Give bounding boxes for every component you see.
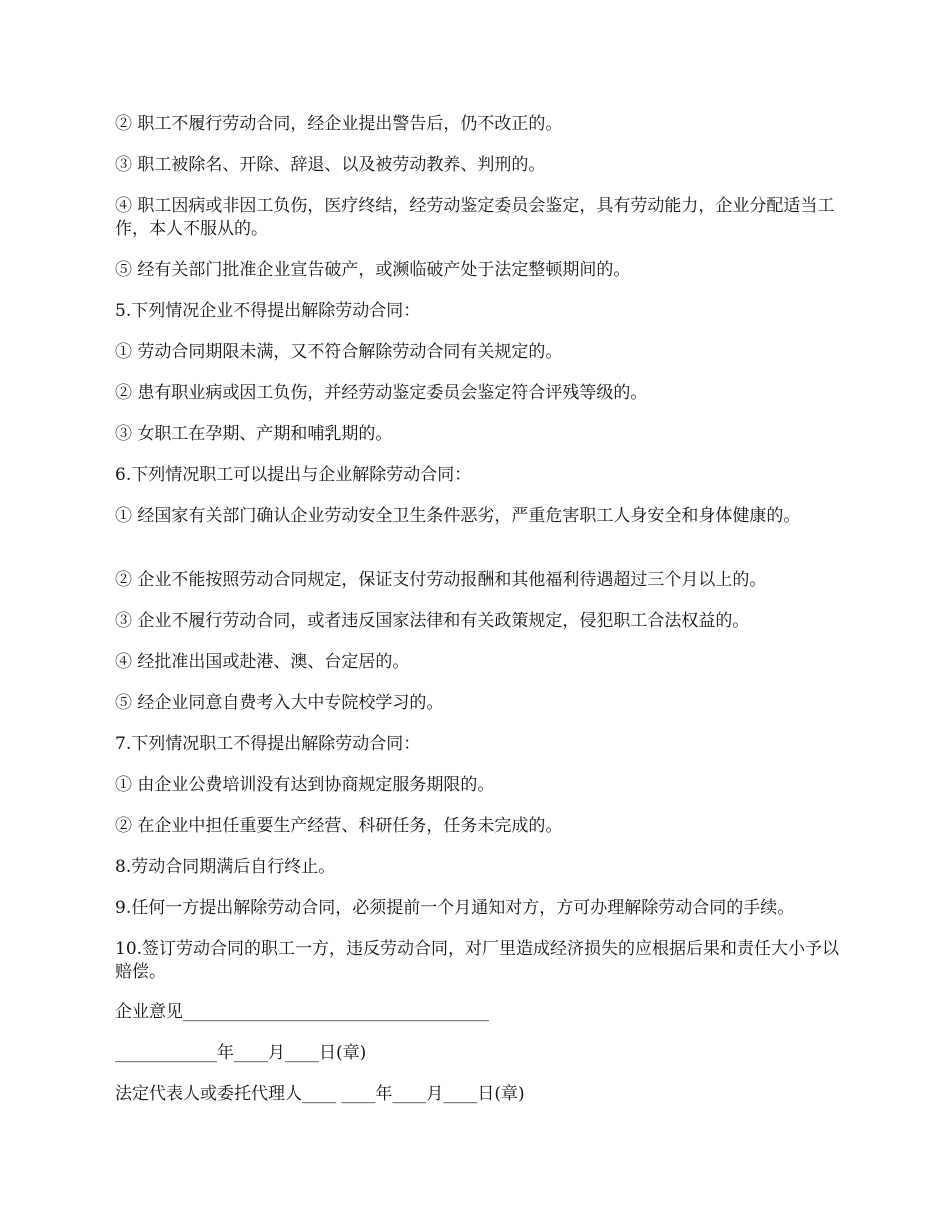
clause-paragraph: ② 在企业中担任重要生产经营、科研任务，任务未完成的。 <box>115 816 563 836</box>
section-heading: 5.下列情况企业不得提出解除劳动合同： <box>115 301 421 321</box>
clause-paragraph: ④ 职工因病或非因工负伤，医疗终结，经劳动鉴定委员会鉴定，具有劳动能力，企业分配适当工作，本人不服从的。 <box>115 196 835 239</box>
clause-paragraph: ④ 经批准出国或赴港、澳、台定居的。 <box>115 652 410 672</box>
clause-paragraph: ① 由企业公费培训没有达到协商规定服务期限的。 <box>115 775 495 795</box>
section-heading: 8.劳动合同期满后自行终止。 <box>115 857 336 877</box>
date-stamp-line: ____________年____月____日(章) <box>115 1043 367 1063</box>
clause-paragraph: ⑤ 经企业同意自费考入大中专院校学习的。 <box>115 693 444 713</box>
section-heading: 10.签订劳动合同的职工一方，违反劳动合同，对厂里造成经济损失的应根据后果和责任大小予以赔偿。 <box>115 939 840 982</box>
clause-paragraph: ② 职工不履行劳动合同，经企业提出警告后，仍不改正的。 <box>115 114 563 134</box>
clause-paragraph: ① 经国家有关部门确认企业劳动安全卫生条件恶劣，严重危害职工人身安全和身体健康的。 <box>115 506 801 526</box>
clause-paragraph: ③ 企业不履行劳动合同，或者违反国家法律和有关政策规定，侵犯职工合法权益的。 <box>115 611 750 631</box>
clause-paragraph: ⑤ 经有关部门批准企业宣告破产，或濒临破产处于法定整顿期间的。 <box>115 260 631 280</box>
legal-representative-line: 法定代表人或委托代理人____ ____年____月____日(章) <box>115 1084 525 1104</box>
section-heading: 9.任何一方提出解除劳动合同，必须提前一个月通知对方，方可办理解除劳动合同的手续。 <box>115 898 795 918</box>
enterprise-opinion-line: 企业意见____________________________________ <box>115 1002 489 1022</box>
clause-paragraph: ② 患有职业病或因工负伤，并经劳动鉴定委员会鉴定符合评残等级的。 <box>115 383 648 403</box>
clause-paragraph: ① 劳动合同期限未满，又不符合解除劳动合同有关规定的。 <box>115 342 563 362</box>
section-heading: 6.下列情况职工可以提出与企业解除劳动合同： <box>115 465 472 485</box>
clause-paragraph: ③ 职工被除名、开除、辞退、以及被劳动教养、判刑的。 <box>115 155 546 175</box>
clause-paragraph: ② 企业不能按照劳动合同规定，保证支付劳动报酬和其他福利待遇超过三个月以上的。 <box>115 570 767 590</box>
section-heading: 7.下列情况职工不得提出解除劳动合同： <box>115 734 421 754</box>
clause-paragraph: ③ 女职工在孕期、产期和哺乳期的。 <box>115 424 393 444</box>
